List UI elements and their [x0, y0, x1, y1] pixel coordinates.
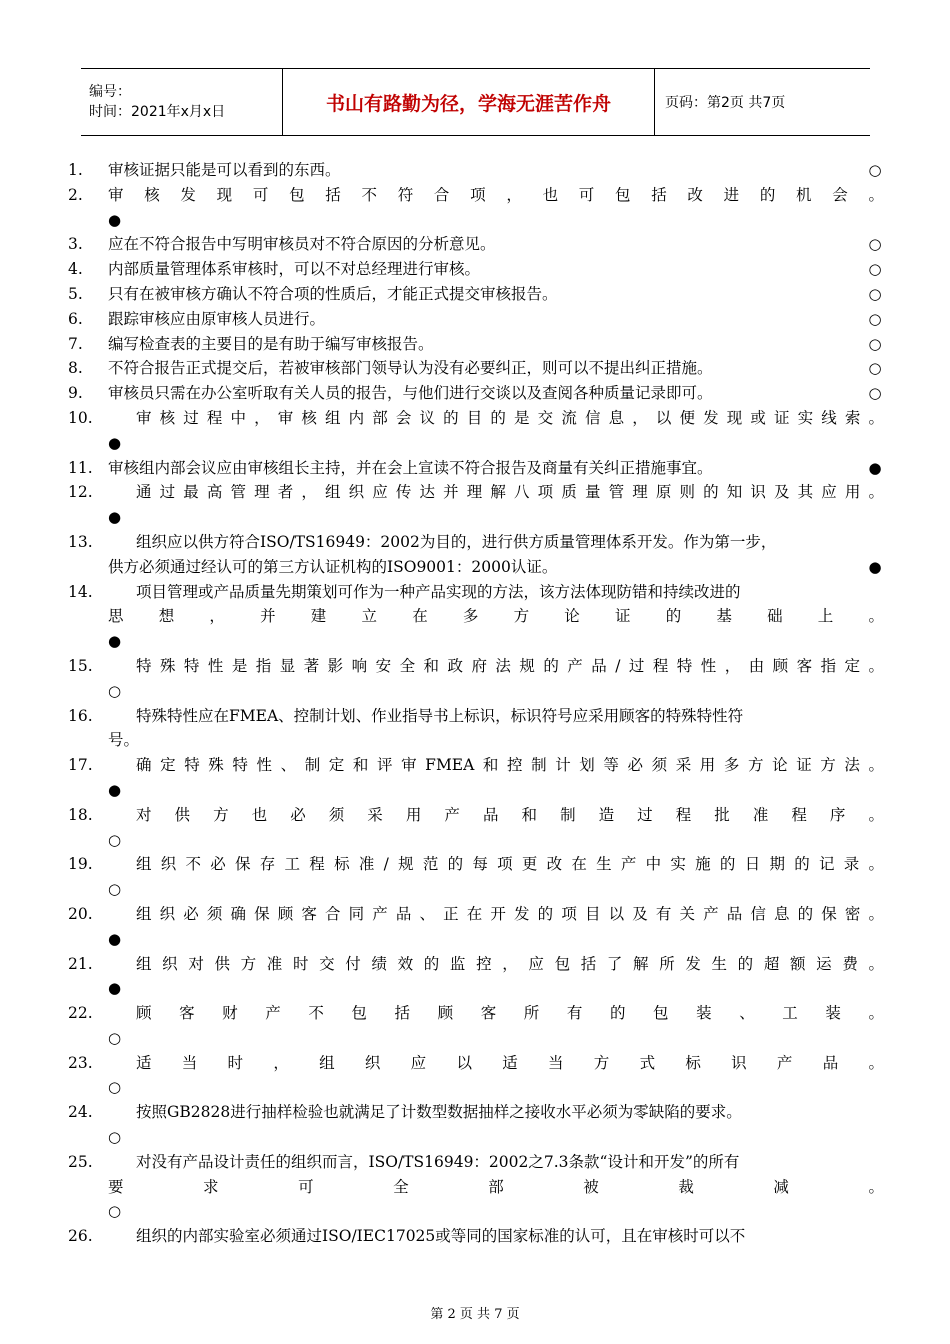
item-number: 14.	[68, 582, 93, 601]
item-text: 组织必须确保顾客合同产品、正在开发的项目以及有关产品信息的保密。	[136, 904, 884, 923]
item-text: 特殊特性应在FMEA、控制计划、作业指导书上标识，标识符号应采用顾客的特殊特性符	[136, 706, 744, 725]
answer-mark: ○	[868, 384, 882, 403]
header-info	[81, 69, 283, 135]
item-number: 19.	[68, 855, 93, 874]
answer-mark: ○	[108, 1028, 122, 1047]
item-text: 不符合报告正式提交后，若被审核部门领导认为没有必要纠正，则可以不提出纠正措施。	[108, 359, 713, 378]
answer-mark: ○	[868, 359, 882, 378]
answer-mark: ●	[108, 210, 122, 229]
answer-mark: ○	[108, 1078, 122, 1097]
list-item	[68, 654, 884, 704]
item-number: 26.	[68, 1227, 93, 1246]
list-item	[68, 183, 884, 233]
list-item	[68, 257, 884, 282]
item-text: 跟踪审核应由原审核人员进行。	[108, 309, 326, 328]
item-text-line2: 号。	[108, 731, 140, 750]
item-number: 4.	[68, 260, 83, 279]
item-number: 1.	[68, 161, 83, 179]
answer-mark: ●	[108, 780, 122, 799]
list-item	[68, 158, 884, 183]
item-number: 5.	[68, 284, 83, 303]
list-item	[68, 1051, 884, 1101]
list-item	[68, 580, 884, 654]
item-text: 适当时，组织应以适当方式标识产品。	[136, 1053, 884, 1072]
item-text: 只有在被审核方确认不符合项的性质后，才能正式提交审核报告。	[108, 284, 558, 303]
answer-mark: ○	[108, 1202, 122, 1221]
item-text: 确定特殊特性、制定和评审FMEA和控制计划等必须采用多方论证方法。	[136, 756, 884, 775]
item-number: 17.	[68, 756, 93, 775]
answer-mark: ●	[868, 458, 882, 477]
item-number: 23.	[68, 1053, 93, 1072]
item-number: 20.	[68, 904, 93, 923]
page-header	[81, 68, 870, 136]
list-item	[68, 952, 884, 1002]
header-page-number: 页码：第2页 共7页	[665, 95, 786, 111]
item-text: 审核过程中，审核组内部会议的目的是交流信息，以便发现或证实线索。	[136, 408, 884, 427]
item-text: 审核发现可包括不符合项，也可包括改进的机会。	[108, 185, 884, 204]
item-number: 10.	[68, 408, 93, 427]
date-label: 时间：2021年x月x日	[89, 104, 226, 120]
list-item	[68, 1001, 884, 1051]
item-number: 24.	[68, 1103, 93, 1122]
list-item	[68, 852, 884, 902]
item-number: 18.	[68, 805, 93, 824]
item-number: 12.	[68, 483, 93, 502]
list-item	[68, 356, 884, 381]
item-text: 编写检查表的主要目的是有助于编写审核报告。	[108, 334, 434, 353]
item-text: 应在不符合报告中写明审核员对不符合原因的分析意见。	[108, 235, 496, 254]
item-text: 组织应以供方符合ISO/TS16949：2002为目的，进行供方质量管理体系开发。作为第一步，	[136, 532, 777, 551]
list-item	[68, 480, 884, 530]
list-item	[68, 1100, 884, 1150]
answer-mark: ○	[868, 284, 882, 303]
item-text: 审核组内部会议应由审核组长主持，并在会上宣读不符合报告及商量有关纠正措施事宜。	[108, 458, 713, 477]
list-item	[68, 282, 884, 307]
answer-mark: ○	[108, 681, 122, 700]
item-text: 内部质量管理体系审核时，可以不对总经理进行审核。	[108, 260, 481, 279]
answer-mark: ●	[108, 979, 122, 998]
answer-mark: ○	[868, 235, 882, 254]
list-item	[68, 803, 884, 853]
list-item	[68, 456, 884, 481]
item-number: 25.	[68, 1152, 93, 1171]
list-item	[68, 1150, 884, 1224]
item-text: 审核证据只能是可以看到的东西。	[108, 161, 341, 179]
item-text: 对没有产品设计责任的组织而言，ISO/TS16949：2002之7.3条款“设计和开发”的所有	[136, 1152, 740, 1171]
list-item	[68, 332, 884, 357]
list-item	[68, 704, 884, 754]
item-text: 组织的内部实验室必须通过ISO/IEC17025或等同的国家标准的认可，且在审核时可以不	[136, 1227, 746, 1246]
answer-mark: ○	[868, 334, 882, 353]
list-item	[68, 307, 884, 332]
item-number: 21.	[68, 954, 93, 973]
page-footer: 第 2 页 共 7 页	[430, 1307, 520, 1322]
item-text: 顾客财产不包括顾客所有的包装、工装。	[136, 1004, 884, 1023]
item-text: 特殊特性是指显著影响安全和政府法规的产品/过程特性，由顾客指定。	[136, 656, 884, 675]
item-number: 3.	[68, 235, 83, 254]
answer-mark: ●	[108, 433, 122, 452]
answer-mark: ○	[868, 260, 882, 279]
item-text: 项目管理或产品质量先期策划可作为一种产品实现的方法，该方法体现防错和持续改进的	[136, 582, 741, 601]
item-number: 7.	[68, 334, 83, 353]
item-text-continued	[108, 555, 884, 580]
answer-mark: ○	[108, 1128, 122, 1147]
item-number: 15.	[68, 656, 93, 675]
answer-mark: ●	[868, 557, 882, 576]
item-text: 通过最高管理者，组织应传达并理解八项质量管理原则的知识及其应用。	[136, 483, 884, 502]
answer-mark: ○	[868, 161, 882, 179]
list-item	[68, 1224, 884, 1249]
item-text: 审核员只需在办公室听取有关人员的报告，与他们进行交谈以及查阅各种质量记录即可。	[108, 384, 713, 403]
answer-mark: ○	[868, 309, 882, 328]
list-item	[68, 232, 884, 257]
list-item	[68, 530, 884, 580]
item-number: 9.	[68, 384, 83, 403]
question-list	[68, 158, 884, 1249]
item-text-line2: 要求可全部被裁减。	[108, 1177, 884, 1196]
item-text: 组织不必保存工程标准/规范的每项更改在生产中实施的日期的记录。	[136, 855, 884, 874]
answer-mark: ●	[108, 508, 122, 527]
answer-mark: ●	[108, 929, 122, 948]
header-motto: 书山有路勤为径，学海无涯苦作舟	[283, 69, 655, 135]
item-text-line2: 供方必须通过经认可的第三方认证机构的ISO9001：2000认证。	[108, 557, 558, 576]
answer-mark: ○	[108, 830, 122, 849]
code-label: 编号：	[89, 84, 131, 100]
item-number: 6.	[68, 309, 83, 328]
item-text-line2: 思想，并建立在多方论证的基础上。	[108, 607, 884, 626]
list-item	[68, 753, 884, 803]
item-number: 8.	[68, 359, 83, 378]
list-item	[68, 381, 884, 406]
answer-mark: ●	[108, 632, 122, 651]
item-number: 2.	[68, 185, 83, 204]
item-number: 11.	[68, 458, 93, 477]
item-text: 对供方也必须采用产品和制造过程批准程序。	[136, 805, 884, 824]
item-text: 组织对供方准时交付绩效的监控，应包括了解所发生的超额运费。	[136, 954, 884, 973]
list-item	[68, 902, 884, 952]
list-item	[68, 406, 884, 456]
item-text: 按照GB2828进行抽样检验也就满足了计数型数据抽样之接收水平必须为零缺陷的要求。	[136, 1103, 742, 1122]
item-number: 13.	[68, 532, 93, 551]
item-number: 22.	[68, 1004, 93, 1023]
item-number: 16.	[68, 706, 93, 725]
answer-mark: ○	[108, 880, 122, 899]
